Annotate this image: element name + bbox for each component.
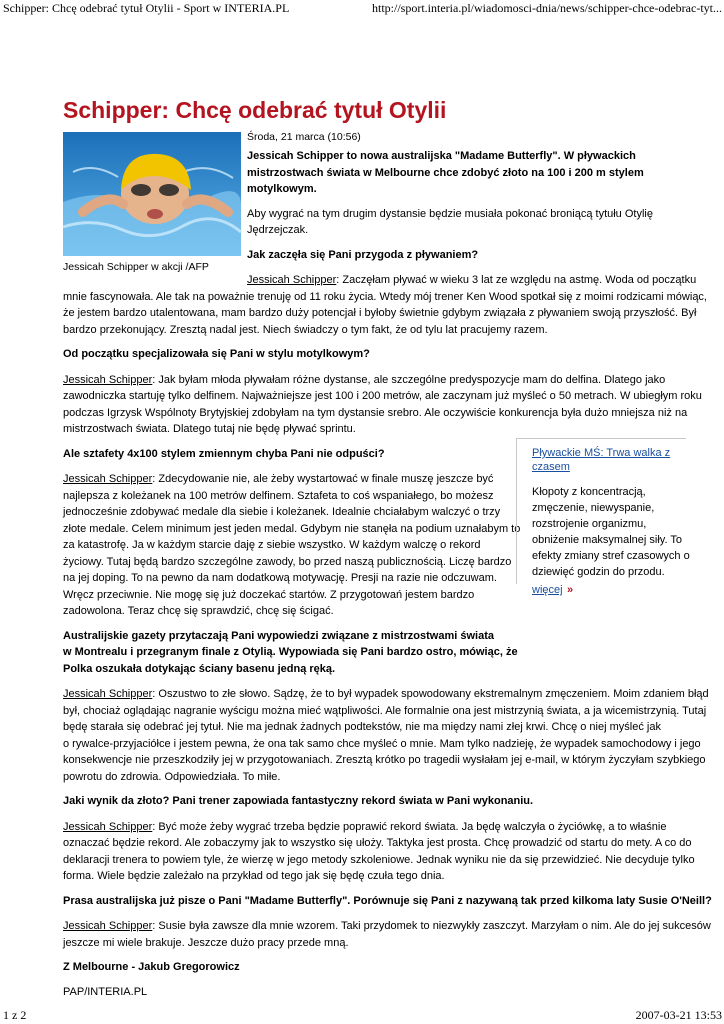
speaker-link[interactable]: Jessicah Schipper	[247, 274, 337, 286]
speaker-link[interactable]: Jessicah Schipper	[63, 820, 153, 833]
answer-6: Jessicah Schipper: Susie była zawsze dla mnie wzorem. Taki przydomek to niezwykły zaszczyt. Marzyłam o nim. Ale do jej sukcesów jeszcze mi wiele brakuje. Jeszcze dużo pracy przede mną.	[63, 920, 711, 949]
answer-1-line-1: Jessicah Schipper: Zaczęłam pływać w wieku 3 lat ze względu na astmę. Woda od początku	[247, 274, 697, 286]
page-count: 1 z 2	[3, 1008, 27, 1022]
speaker-link[interactable]: Jessicah Schipper	[63, 920, 153, 932]
answer-1: mnie fascynowała. Ale tak na poważnie trenuję od 11 roku życia. Wtedy mój trener Ken Wood spotkał się z moimi rodzicami mówiąc, że jestem bardzo utalentowana, mam bardzo duży potencjał i byłoby świetnie gdybym związała z pływaniem swoją przyszłość. Był bardzo przekonujący. Zresztą nadal jest. Niech świadczy o tym fakt, że od tylu lat pracujemy razem.	[63, 290, 707, 336]
question-1: Jak zaczęła się Pani przygoda z pływaniem?	[247, 248, 479, 261]
print-page-title: Schipper: Chcę odebrać tytuł Otylii - Sport w INTERIA.PL	[3, 1, 290, 15]
lead-column	[247, 130, 681, 263]
answer-5: Jessicah Schipper: Być może żeby wygrać trzeba będzie poprawić rekord świata. Ja będę walczyła o życiówkę, a to właśnie oznaczać będzie rekord. Ale zobaczymy jak to wszystko się ułoży. Taktyka jest prosta. Chcę prowadzić od startu do mety. A co do deklaracji trenera to powiem tyle, że wierzę w jego metody szkoleniowe. Jednak wyniku nie da się przewidzieć. Nie decyduje tylko forma. Wiele będzie zależało na przykład od tego jak się będę czuła tego dnia.	[63, 820, 695, 882]
article-title: Schipper: Chcę odebrać tytuł Otylii	[63, 97, 447, 123]
article-signature: Z Melbourne - Jakub Gregorowicz	[63, 961, 240, 973]
speaker-link[interactable]: Jessicah Schipper	[63, 473, 153, 485]
question-3: Ale sztafety 4x100 stylem zmiennym chyba Pani nie odpuści?	[63, 447, 385, 460]
print-url: http://sport.interia.pl/wiadomosci-dnia/news/schipper-chce-odebrac-tyt...	[372, 1, 722, 15]
more-row	[532, 580, 686, 598]
related-article-link[interactable]: Pływackie MŚ: Trwa walka z czasem	[532, 447, 671, 473]
speaker-link[interactable]: Jessicah Schipper	[63, 373, 153, 386]
more-arrow-icon: »	[567, 584, 574, 596]
question-4: Australijskie gazety przytaczają Pani wypowiedzi związane z mistrzostwami świata w Montrealu i przegranym finale z Otylią. Wypowiada się Pani bardzo ostro, mówiąc, że Polka oszukała dotykając ściany basenu jedną ręką.	[63, 629, 518, 675]
speaker-link[interactable]: Jessicah Schipper	[63, 688, 153, 700]
question-6: Prasa australijska już pisze o Pani "Madame Butterfly". Porównuje się Pani z nazywaną tak przed kilkoma laty Susie O'Neill?	[63, 894, 712, 907]
print-header	[0, 0, 724, 16]
print-datetime: 2007-03-21 13:53	[635, 1008, 722, 1022]
article-source: PAP/INTERIA.PL	[63, 985, 148, 998]
related-article-text: Kłopoty z koncentracją, zmęczenie, niewyspanie, rozstrojenie organizmu, obniżenie maksymalnej siły. To efekty zmiany stref czasowych o dziewięć godzin do przodu.	[532, 486, 690, 578]
answer-2: Jessicah Schipper: Jak byłam młoda pływałam różne dystanse, ale szczególne predyspozycje mam do delfina. Dlatego jako zawodniczka startuję tylko delfinem. Najważniejsze jest 100 i 200 metrów, ale zaczynam już myśleć o 50 metrach. W ubiegłym roku podczas Igrzysk Wspólnoty Brytyjskiej zdobyłam na tym dystansie srebro. Ale oczywiście konkurencja była dużo mniejsza niż na mistrzostwach świata. Dlatego tutaj nie będę pływać sprintu.	[63, 373, 702, 435]
swimmer-photo	[63, 132, 241, 256]
question-2: Od początku specjalizowała się Pani w stylu motylkowym?	[63, 348, 370, 360]
photo-caption: Jessicah Schipper w akcji /AFP	[63, 261, 209, 273]
print-footer	[0, 1006, 724, 1024]
article-date: Środa, 21 marca (10:56)	[247, 131, 361, 143]
related-article-box	[516, 438, 690, 596]
answer-4: Jessicah Schipper: Oszustwo to złe słowo. Sądzę, że to był wypadek spowodowany ekstremalnym zmęczeniem. Moim zdaniem błąd był, chociaż oglądając nagranie wyścigu można mieć wątpliwości. Ale formalnie ona jest mistrzynią świata, a ja wicemistrzynią. Tutaj będę starała się odebrać jej tytuł. Nie ma jednak żadnych podtekstów, nie ma między nami złej krwi. Chcę o niej myśleć jak o rywalce-przyjaciółce i jestem pewna, że ona tak samo chce myśleć o mnie. Mam tylko nadzieję, że wypadek samochodowy i jego konsekwencje nie przeszkodziły jej w przygotowaniach. Zresztą krótko po tragedii wysłałam jej e-mail, w którym życzyłam szybkiego powrotu do zdrowia. Odpowiedziała. To miłe.	[63, 688, 709, 783]
article-lead: Jessicah Schipper to nowa australijska "Madame Butterfly". W pływackich mistrzostwach świata w Melbourne chce zdobyć złoto na 100 i 200 m stylem motylkowym.	[247, 150, 644, 195]
photo-box	[63, 130, 247, 274]
more-link[interactable]: więcej	[532, 584, 563, 596]
article-intro: Aby wygrać na tym drugim dystansie będzie musiała pokonać broniącą tytułu Otylię Jędrzejczak.	[247, 207, 653, 236]
question-5: Jaki wynik da złoto? Pani trener zapowiada fantastyczny rekord świata w Pani wykonaniu.	[63, 795, 534, 807]
answer-3: Jessicah Schipper: Zdecydowanie nie, ale żeby wystartować w finale muszę jeszcze być najlepsza z koleżanek na 100 metrów delfinem. Sztafeta to coś wspaniałego, bo możesz jednocześnie zdobywać medale dla siebie i koleżanek. Idealnie chciałabym walczyć o trzy złote medale. Celem minimum jest jeden medal. Gdybym nie stanęła na podium uznałabym to za katastrofę. Ja w każdym starcie daję z siebie wszystko. W każdym walczę o rekord życiowy. Tutaj będą bardzo szczególne zawody, bo przed naszą publicznością. Liczę bardzo na jej doping. To na pewno da nam dodatkową motywację. Presji na razie nie odczuwam. Wręcz przeciwnie. Nie mogę się już doczekać startów. Z przygotowań jestem bardzo zadowolona. Teraz chcę się sprawdzić, chcę się ścigać.	[63, 473, 521, 617]
